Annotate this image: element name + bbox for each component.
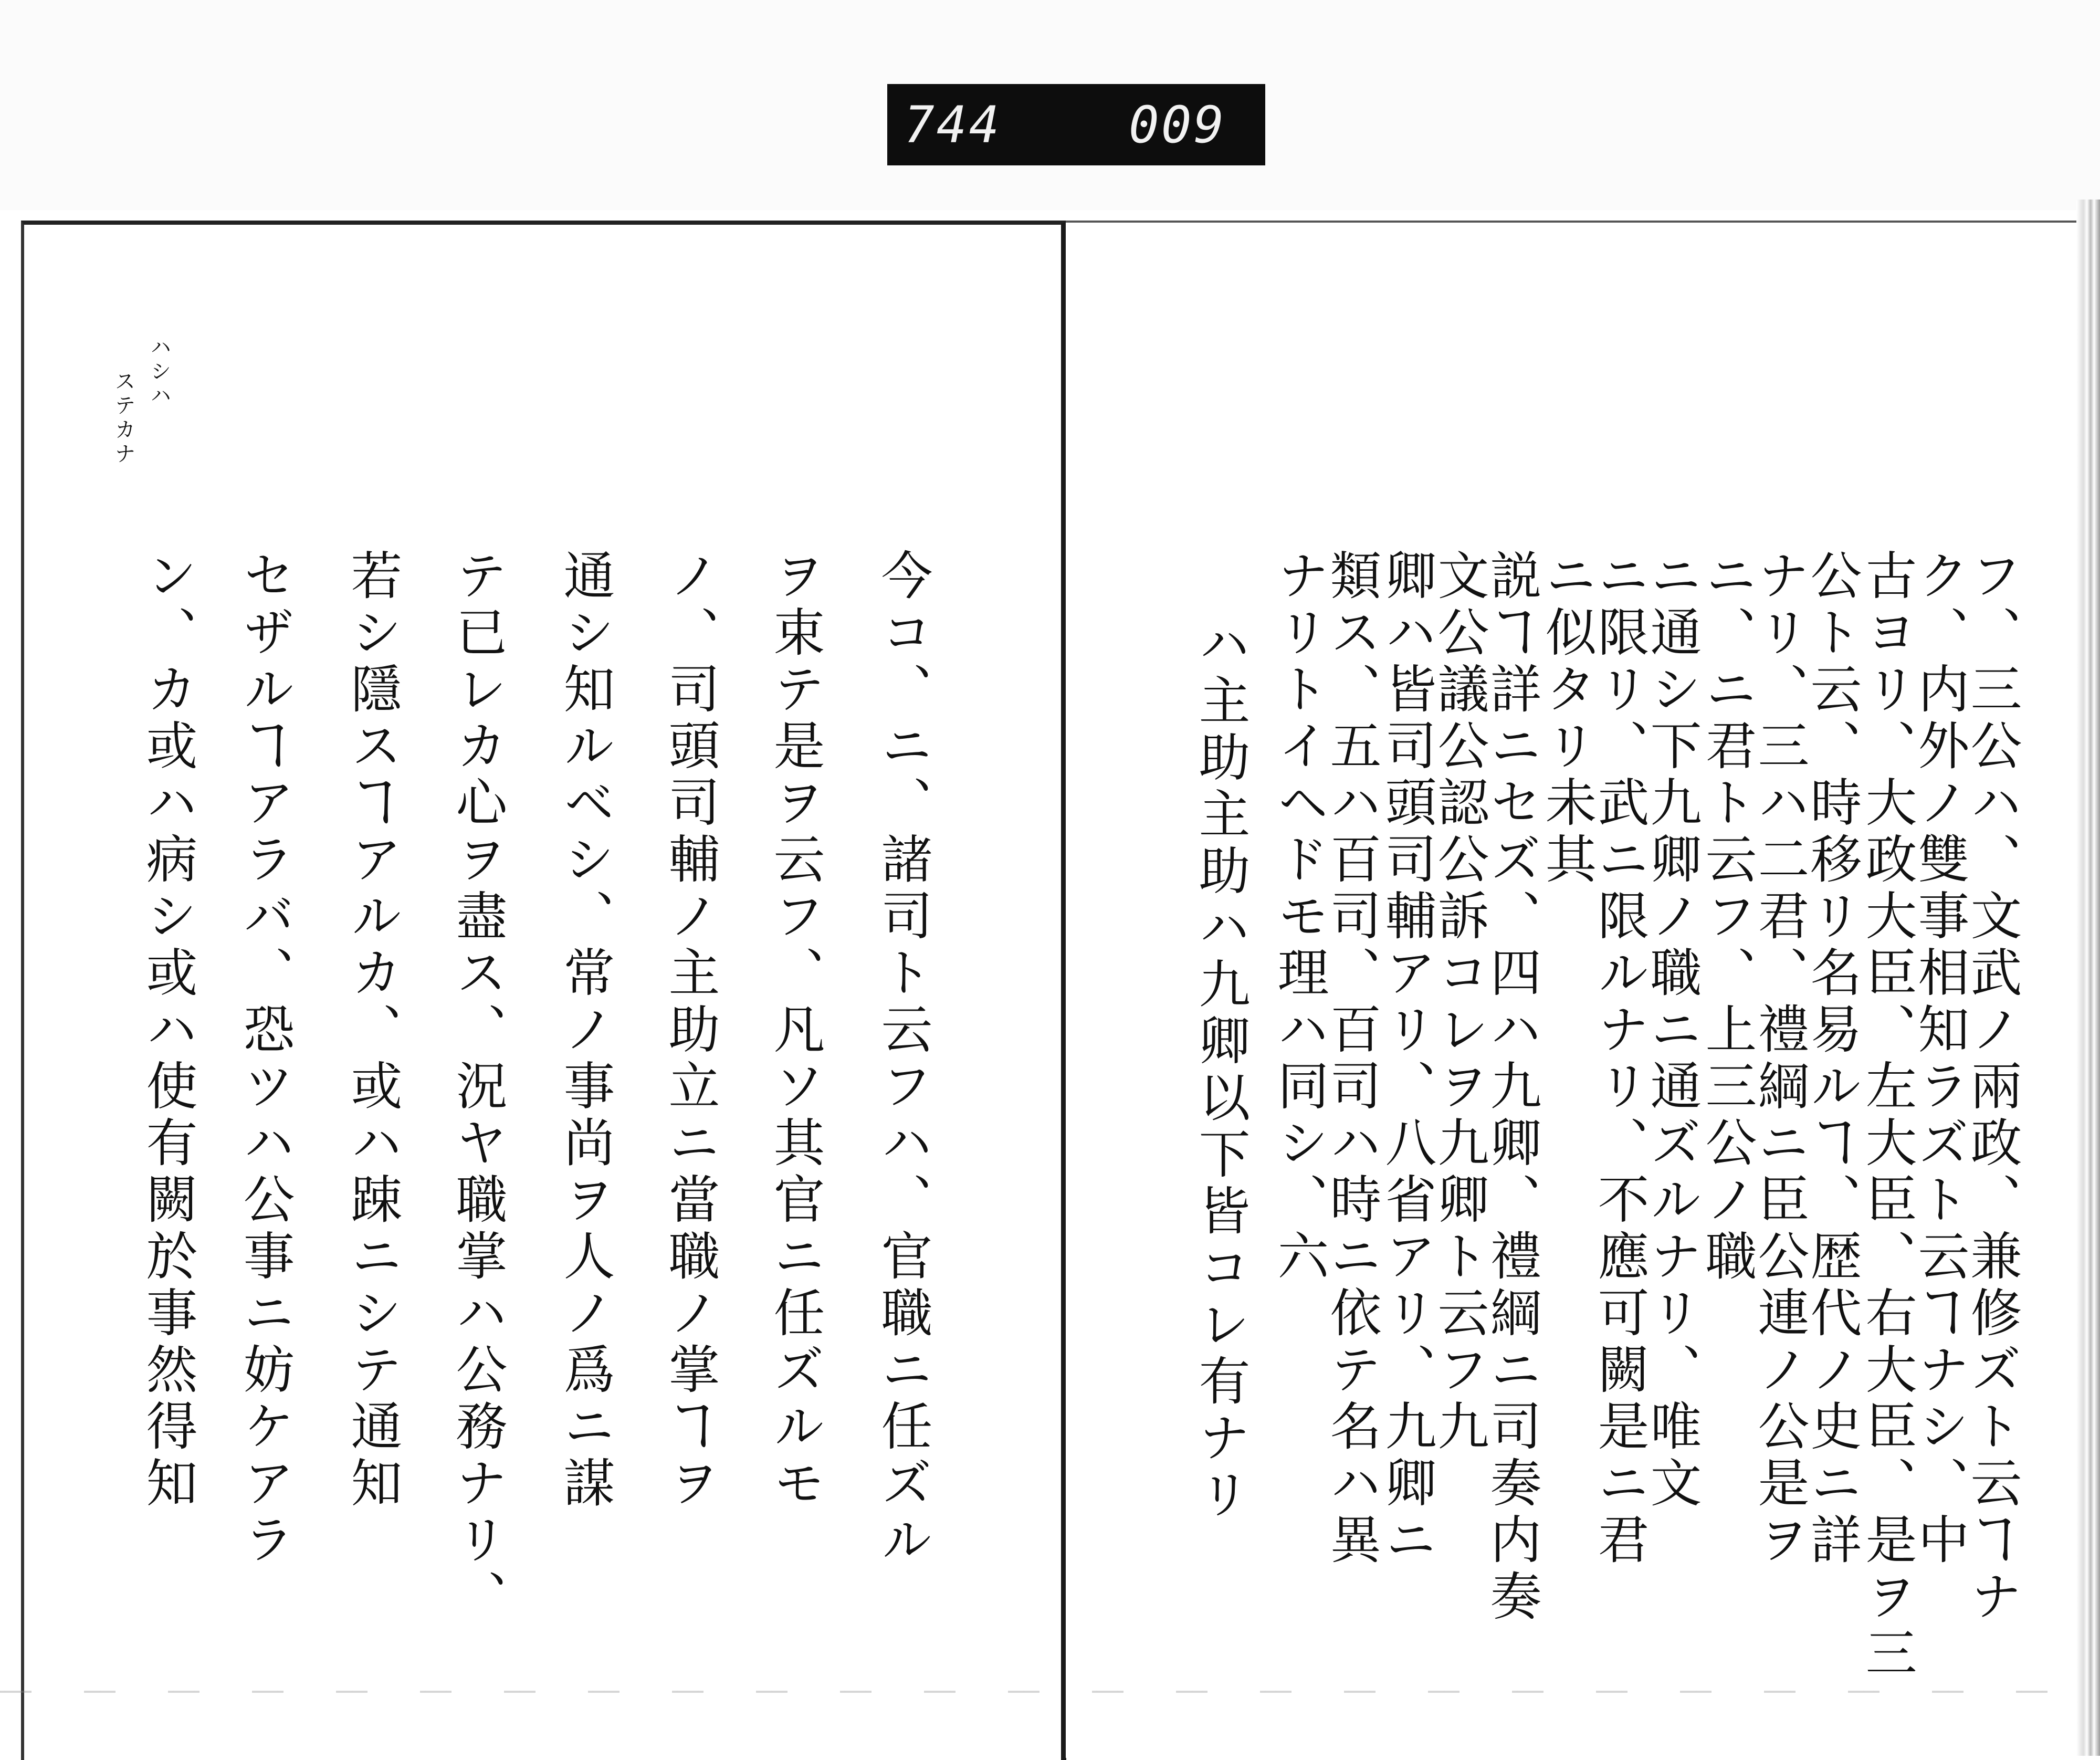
text-column: 文公議公認公訴コレヲ九卿ト云フ九 <box>1429 549 1489 1456</box>
margin-note: ステカナ <box>111 370 135 467</box>
text-column: 通シ知ルベシ、常ノ事尚ヲ人ノ爲ニ謀 <box>555 549 615 1513</box>
text-column: ク、内外ノ雙事相知ラズト云ヿナシ、中 <box>1909 549 1969 1569</box>
text-column: 今コ、ニ、諸司ト云フハ、官職ニ任ズル <box>873 549 932 1569</box>
page-bottom-edge <box>0 1691 2100 1693</box>
text-column: フ、三公ハ、文武ノ兩政、兼修ズト云ヿナ <box>1962 549 2022 1626</box>
scan-header <box>0 0 2100 210</box>
text-column: ナリ、三ハ二君、禮綱ニ臣公連ノ公是ヲ <box>1749 549 1809 1569</box>
text-column: 公ト云、時移リ名易ルヿ、歴代ノ史ニ詳 <box>1802 549 1862 1569</box>
film-reel-number: 744 <box>904 96 1002 154</box>
margin-note: ハシハ <box>147 336 171 408</box>
film-frame-number: 009 <box>1129 96 1226 154</box>
text-column: セザルヿアラバ、恐ツハ公事ニ妨ケアラ <box>235 549 295 1569</box>
text-column: ニ通シ下九卿ノ職ニ通ズルナリ、唯文 <box>1642 549 1702 1513</box>
text-column: ノ、司頭司輔ノ主助立ニ當職ノ掌ヿヲ <box>660 549 720 1513</box>
film-label <box>887 84 1265 165</box>
text-column: 説ヿ詳ニセズ、四ハ九卿、禮綱ニ司奏内奏 <box>1482 549 1541 1626</box>
text-column: ヲ束テ是ヲ云フ、凡ソ其官ニ任ズルモ <box>765 549 825 1513</box>
text-column: 若シ隱スヿアルカ、或ハ踈ニシテ通知 <box>342 549 402 1513</box>
text-column: ン、カ或ハ病シ或ハ使有闕於事然得知 <box>138 549 197 1513</box>
text-column: ナリトイヘドモ理ハ同シ、六 <box>1269 549 1329 1286</box>
text-column: 卿ハ皆司頭司輔アリ、八省アリ、九卿ニ <box>1377 549 1436 1569</box>
text-column: テ已レカ心ヲ盡ス、況ヤ職掌ハ公務ナリ、 <box>447 549 507 1626</box>
text-column: 古ヨリ、大政大臣、左大臣、右大臣、是ヲ三 <box>1857 549 1917 1683</box>
text-column: ニ、ニ君ト云フ、上三公ノ職 <box>1697 549 1757 1286</box>
text-column: ニ似タリ未其 <box>1537 549 1597 889</box>
text-column: ニ限リ、武ニ限ルナリ、不應可闕是ニ君 <box>1589 549 1649 1569</box>
text-column: ハ主助主助ハ九卿以下皆コレ有ナリ <box>1190 617 1250 1524</box>
page-stack-edge <box>2076 200 2100 1756</box>
text-column: 類ス、五ハ百司、百司ハ時ニ依テ名ハ異 <box>1321 549 1381 1569</box>
